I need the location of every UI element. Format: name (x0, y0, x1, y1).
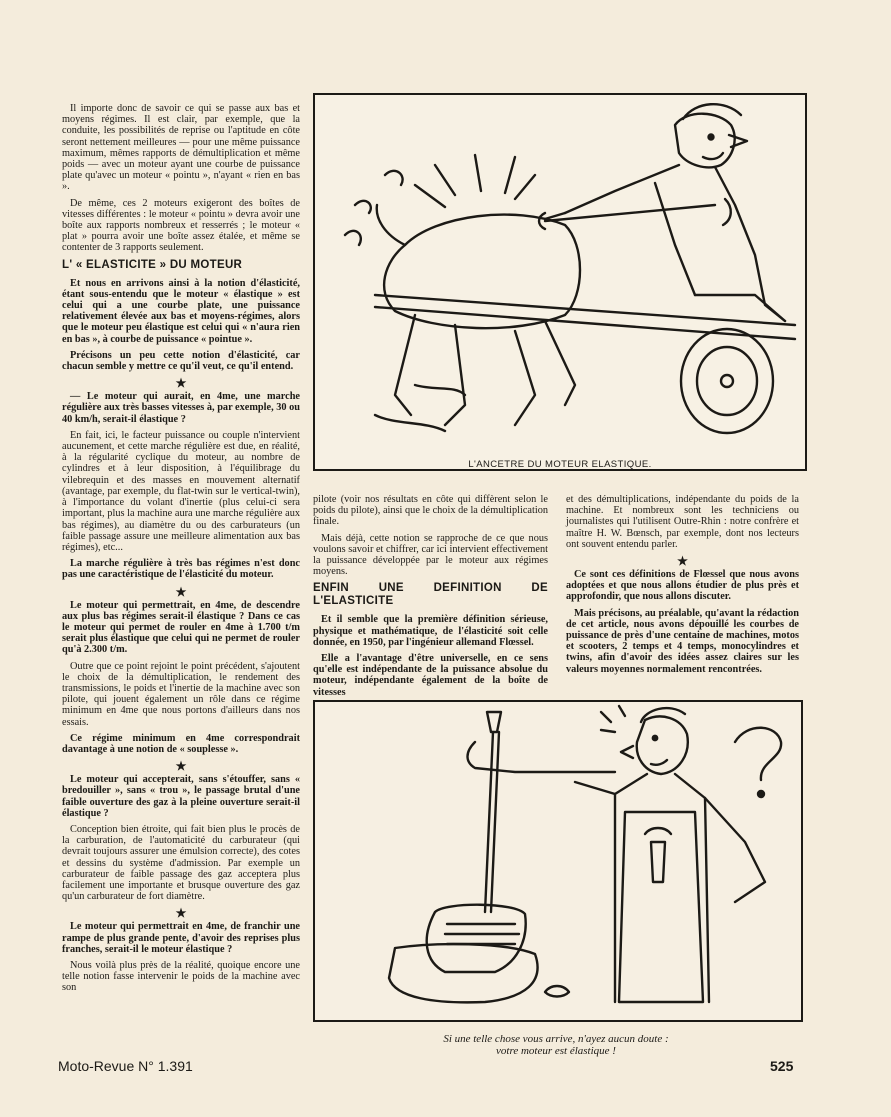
paragraph: La marche régulière à très bas régimes n'est donc pas une caractéristique de l'élasticité du moteur. (62, 558, 300, 581)
right-column (566, 494, 799, 680)
middle-column (313, 494, 548, 703)
mechanic-cartoon-drawing (315, 702, 801, 1020)
paragraph: Le moteur qui permettrait en 4me, de franchir une rampe de plus grande pente, d'avoir des reprises plus franches, serait-il le moteur élastique ? (62, 921, 300, 955)
paragraph: Nous voilà plus près de la réalité, quoique encore une telle notion fasse intervenir le poids de la machine avec son (62, 960, 300, 994)
paragraph: Mais précisons, au préalable, qu'avant la rédaction de cet article, nous avons dépouillé les courbes de puissance de près d'une centaine de machines, motos et scooters, 2 temps et 4 temps, monocylindres et twins, afin d'avoir des idées assez claires sur les valeurs moyennes normalement rencontrées. (566, 607, 799, 675)
star-separator: ★ (175, 376, 187, 391)
top-caption: L'ANCETRE DU MOTEUR ELASTIQUE. (468, 459, 652, 469)
paragraph: Précisons un peu cette notion d'élasticité, car chacun semble y mettre ce qu'il veut, ce qu'il entend. (62, 349, 300, 373)
bottom-illustration (313, 700, 803, 1022)
page-number: 525 (770, 1058, 794, 1074)
star-separator: ★ (175, 906, 187, 921)
paragraph: Conception bien étroite, qui fait bien plus le procès de la carburation, de l'automaticité du carburateur (qui devrait toujours assurer une émulsion correcte), des cotes et dessins du système d'admission. Par exemple un carburateur de faible passage des gaz acceptera plus facilement une importante et brusque ouverture des gaz qu'un carburateur de fort diamètre. (62, 823, 300, 903)
section-heading: L' « ELASTICITE » DU MOTEUR (62, 258, 243, 271)
paragraph: — Le moteur qui aurait, en 4me, une marche régulière aux très basses vitesses à, par exemple, 30 ou 40 km/h, serait-il élastique ? (62, 391, 300, 425)
paragraph: pilote (voir nos résultats en côte qui diffèrent selon le poids du pilote), ainsi que le choix de la démultiplication finale. (313, 494, 548, 528)
paragraph: et des démultiplications, indépendante du poids de la machine. Et nombreux sont les techniciens ou journalistes qui l'utilisent Outre-Rhin : notre confrère et maître H. W. Bœnsch, par exemple, dont nos lecteurs ont souvent entendu parler. (566, 494, 799, 550)
top-illustration (313, 93, 807, 471)
left-column (62, 103, 300, 999)
bottom-caption-line1: Si une telle chose vous arrive, n'ayez aucun doute : (443, 1033, 669, 1045)
paragraph: Et il semble que la première définition sérieuse, physique et mathématique, de l'élasticité soit celle donnée, en 1950, par l'ingénieur allemand Flœssel. (313, 614, 548, 648)
paragraph: Outre que ce point rejoint le point précédent, s'ajoutent le choix de la démultiplication, le rendement des transmissions, le poids et l'inertie de la machine avec son pilote, qui jouent également un rôle dans ce régime minimum en 4me que nous portons d'ailleurs dans nos essais. (62, 660, 300, 728)
paragraph: Ce régime minimum en 4me correspondrait davantage à une notion de « souplesse ». (62, 732, 300, 755)
section-heading: ENFIN UNE DEFINITION DE L'ELASTICITE (313, 582, 548, 608)
paragraph: Le moteur qui accepterait, sans s'étouffer, sans « bredouiller », sans « trou », le passage brutal d'une faible ouverture des gaz à la pleine ouverture serait-il élastique ? (62, 774, 300, 819)
paragraph: Il importe donc de savoir ce qui se passe aux bas et moyens régimes. Il est clair, par exemple, que la conduite, les possibilités de reprise ou l'aptitude en côte seront nettement meilleures — pour une même puissance maximum, mêmes rapports de démultiplication et même poids — avec un moteur ayant une courbe de puissance plate qu'avec un moteur « pointu », n'ayant « rien en bas ». (62, 103, 300, 193)
paragraph: Mais déjà, cette notion se rapproche de ce que nous voulons savoir et chiffrer, car ici intervient effectivement la puissance développée par le moteur aux régimes moyens. (313, 532, 548, 578)
star-separator: ★ (677, 554, 688, 569)
paragraph: En fait, ici, le facteur puissance ou couple n'intervient aucunement, et cette marche régulière est due, en réalité, à la régularité cyclique du moteur, au nombre de cylindres et à leur disposition, à l'équilibrage du vilebrequin et des masses en mouvement alternatif (avantage, par exemple, du flat-twin sur le vertical-twin), à l'importance du volant d'inertie (plus celui-ci sera important, plus la machine aura une marche régulière aux bas régimes), au diamètre du ou des carburateurs (un faible passage assure une meilleure alimentation aux bas régimes), etc... (62, 429, 300, 553)
paragraph: Elle a l'avantage d'être universelle, en ce sens qu'elle est indépendante de la puissance absolue du moteur, indépendante également de la boîte de vitesses (313, 653, 548, 698)
star-separator: ★ (175, 759, 187, 774)
magazine-issue: Moto-Revue N° 1.391 (58, 1058, 193, 1074)
ancestor-cartoon-drawing (315, 95, 805, 469)
paragraph: Ce sont ces définitions de Flœssel que nous avons adoptées et que nous allons étudier de plus près et approfondir, que nous allons discuter. (566, 569, 799, 603)
paragraph: Le moteur qui permettrait, en 4me, de descendre aux plus bas régimes serait-il élastique ? Dans ce cas le moteur qui permet de rouler en 4me à 1.700 t/m serait plus élastique que celui qui ne permet de rouler qu'à 2.300 t/m. (62, 599, 300, 656)
paragraph: De même, ces 2 moteurs exigeront des boîtes de vitesses différentes : le moteur « pointu » devra avoir une boîte aux rapports nombreux et resserrés ; le moteur « plat » pourra avoir une boîte assez étalée, et même se contenter de 3 rapports seulement. (62, 197, 300, 254)
bottom-caption-line2: votre moteur est élastique ! (496, 1045, 616, 1057)
star-separator: ★ (175, 584, 187, 599)
paragraph: Et nous en arrivons ainsi à la notion d'élasticité, étant sous-entendu que le moteur « élastique » est celui qui a une courbe plate, une puissance relativement élevée aux bas et moyens-régimes, alors que le moteur peu élastique est celui qui « n'aura rien en bas », à courbe de puissance « pointue ». (62, 277, 300, 345)
bottom-caption (313, 1033, 799, 1057)
